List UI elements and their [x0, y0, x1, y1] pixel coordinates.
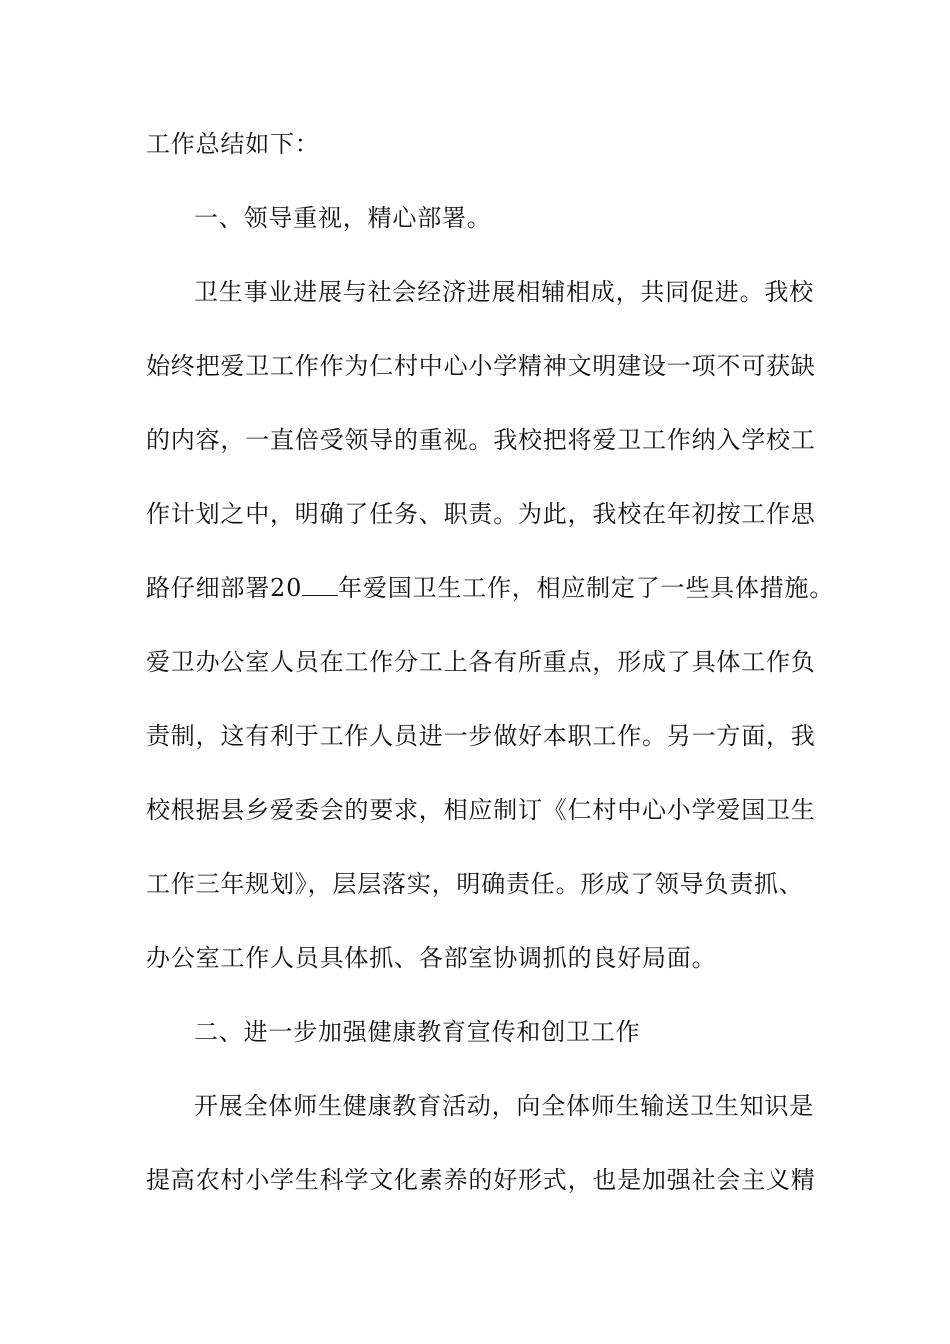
- text-line: 校根据县乡爱委会的要求，相应制订《仁村中心小学爱国卫生: [146, 796, 816, 824]
- text-line: 办公室工作人员具体抓、各部室协调抓的良好局面。: [146, 944, 717, 972]
- text-line: 工作总结如下：: [146, 130, 320, 158]
- section-heading: 二、进一步加强健康教育宣传和创卫工作: [194, 1018, 641, 1046]
- text-line: 始终把爱卫工作作为仁村中心小学精神文明建设一项不可获缺: [146, 352, 816, 380]
- text-line: 提高农村小学生科学文化素养的好形式，也是加强社会主义精: [146, 1166, 816, 1194]
- text-line: [146, 572, 835, 604]
- text-line: 卫生事业进展与社会经济进展相辅相成，共同促进。我校: [194, 278, 814, 306]
- document-page: [146, 128, 835, 1238]
- text-line: 工作三年规划》，层层落实，明确责任。形成了领导负责抓、: [146, 870, 804, 898]
- text-line: 爱卫办公室人员在工作分工上各有所重点，形成了具体工作负: [146, 648, 816, 676]
- text-line: 的内容，一直倍受领导的重视。我校把将爱卫工作纳入学校工: [146, 426, 816, 454]
- text-line: 责制，这有利于工作人员进一步做好本职工作。另一方面，我: [146, 722, 816, 750]
- text-fragment: 年爱国卫生工作，相应制定了一些具体措施。: [338, 574, 835, 602]
- text-fragment: 路仔细部署20: [146, 574, 303, 602]
- blank-underline: [302, 575, 338, 596]
- text-line: 作计划之中，明确了任务、职责。为此，我校在年初按工作思: [146, 500, 816, 528]
- text-line: 开展全体师生健康教育活动，向全体师生输送卫生知识是: [194, 1092, 814, 1120]
- section-heading: 一、领导重视，精心部署。: [194, 204, 492, 232]
